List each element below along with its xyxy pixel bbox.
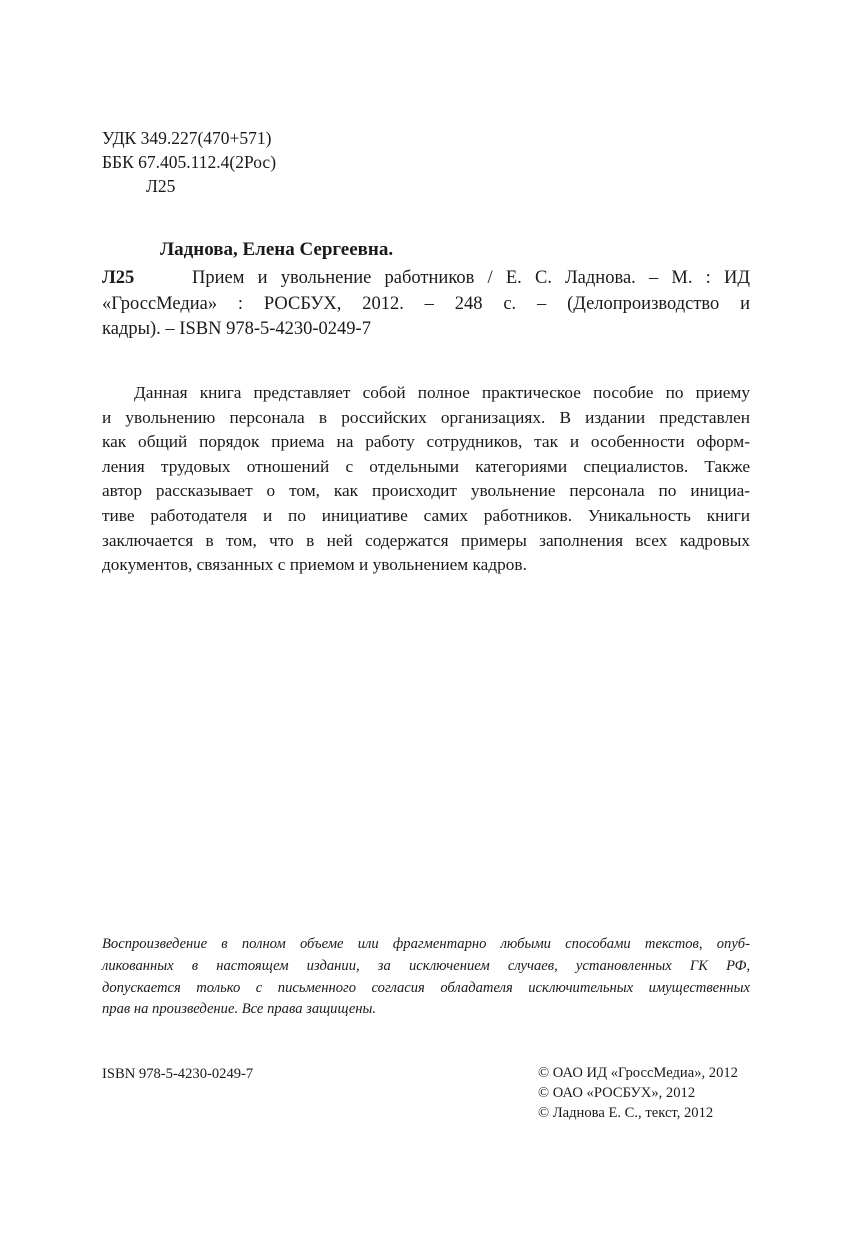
author-mark-bold: Л25: [102, 268, 135, 288]
bib-line: «ГроссМедиа» : РОСБУХ, 2012. – 248 с. – (Делопроизводство и: [102, 293, 750, 314]
abstract-line: ления трудовых отношений с отдельными категориями специалистов. Также: [102, 456, 750, 476]
abstract-line: как общий порядок приема на работу сотрудников, так и особенности оформ-: [102, 432, 750, 452]
abstract-paragraph: [102, 381, 750, 578]
copyright-block: [538, 1063, 738, 1123]
notice-line: прав на произведение. Все права защищены.: [102, 1001, 377, 1018]
abstract-line: тиве работодателя и по инициативе самих работников. Уникальность книги: [102, 505, 750, 525]
abstract-line: заключается в том, что в ней содержатся примеры заполнения всех кадровых: [102, 530, 750, 550]
notice-line: ликованных в настоящем издании, за исключением случаев, установленных ГК РФ,: [102, 957, 750, 974]
bib-line: Прием и увольнение работников / Е. С. Ладнова. – М. : ИД: [192, 268, 750, 288]
notice-line: Воспроизведение в полном объеме или фрагментарно любыми способами текстов, опуб-: [102, 936, 750, 952]
copyright-line: © Ладнова Е. С., текст, 2012: [538, 1105, 714, 1121]
abstract-line: автор рассказывает о том, как происходит увольнение персонала по инициа-: [102, 481, 750, 501]
abstract-line: документов, связанных с приемом и увольнением кадров.: [102, 555, 527, 575]
author-name: Ладнова, Елена Сергеевна.: [160, 239, 394, 260]
copyright-line: © ОАО ИД «ГроссМедиа», 2012: [538, 1065, 738, 1081]
copyright-line: © ОАО «РОСБУХ», 2012: [538, 1085, 696, 1101]
udk-code: УДК 349.227(470+571): [102, 128, 272, 148]
notice-line: допускается только с письменного согласия обладателя исключительных имущественных: [102, 979, 750, 996]
author-mark: Л25: [146, 176, 176, 196]
rights-notice: [102, 934, 750, 1021]
abstract-line: и увольнению персонала в российских организациях. В издании представлен: [102, 407, 750, 427]
bibliographic-description: [102, 266, 750, 343]
bbk-code: ББК 67.405.112.4(2Рос): [102, 152, 277, 172]
isbn: ISBN 978-5-4230-0249-7: [102, 1066, 254, 1082]
bib-line: кадры). – ISBN 978-5-4230-0249-7: [102, 319, 371, 339]
abstract-line: Данная книга представляет собой полное практическое пособие по приему: [134, 383, 750, 402]
